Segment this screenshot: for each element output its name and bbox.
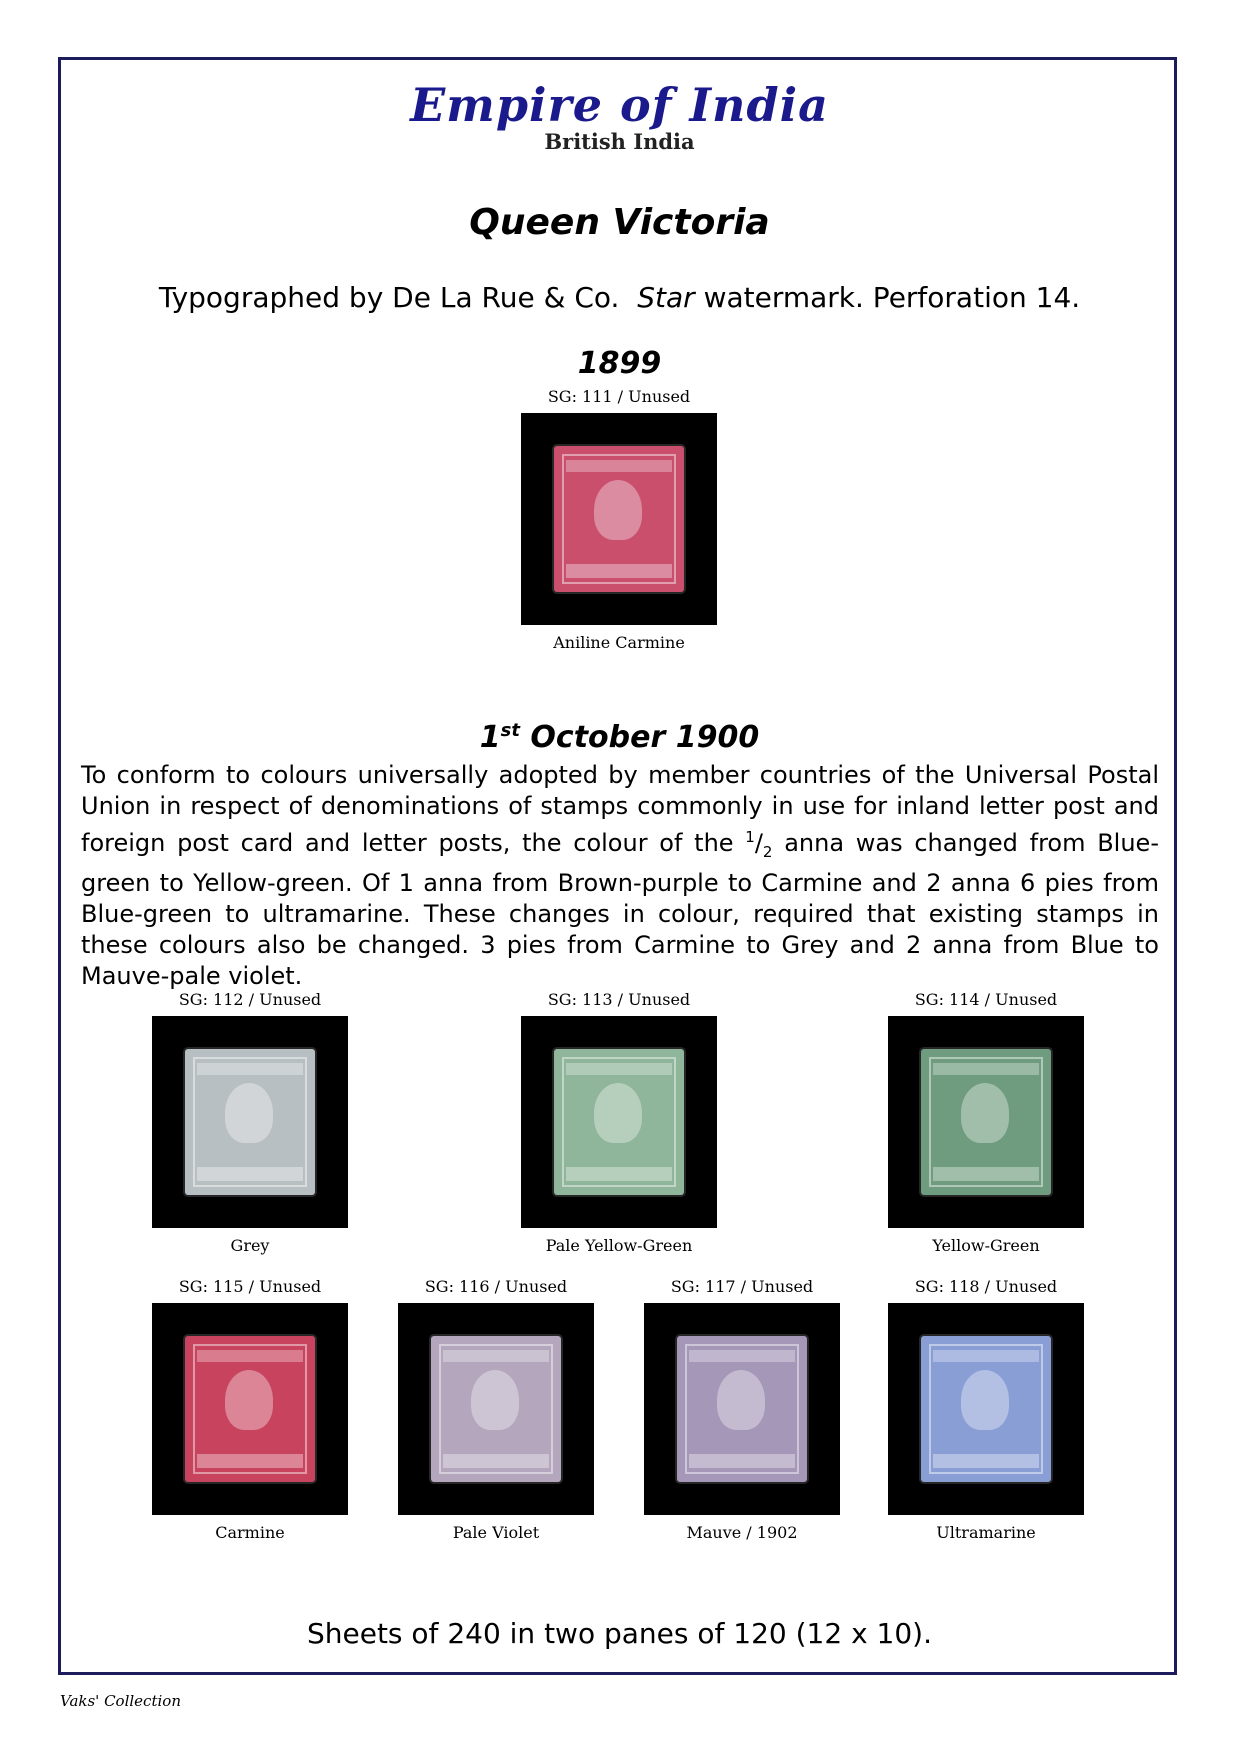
stamp-slot-sg118 bbox=[888, 1277, 1084, 1543]
collection-credit: Vaks' Collection bbox=[60, 1692, 181, 1710]
subtitle-watermark-name: Star bbox=[637, 281, 695, 314]
stamp-catalogue-label: SG: 115 / Unused bbox=[178, 1277, 322, 1296]
fraction-numerator: 1 bbox=[745, 828, 755, 846]
stamp-slot-sg116 bbox=[398, 1277, 594, 1543]
heading-day: 1 bbox=[479, 720, 501, 755]
brand-subtitle: British India bbox=[544, 129, 695, 154]
stamp-colour-label: Aniline Carmine bbox=[553, 633, 685, 652]
stamp-mount bbox=[521, 1016, 717, 1228]
stamp-mount bbox=[644, 1303, 840, 1515]
stamp-catalogue-label: SG: 112 / Unused bbox=[178, 990, 322, 1009]
stamp-colour-label: Pale Violet bbox=[452, 1523, 540, 1542]
section-1900-heading bbox=[0, 720, 1239, 755]
stamp-catalogue-label: SG: 117 / Unused bbox=[670, 1277, 814, 1296]
stamp-slot-sg114 bbox=[888, 990, 1084, 1256]
stamp-mount bbox=[398, 1303, 594, 1515]
stamp-image bbox=[921, 1049, 1051, 1195]
stamp-image bbox=[185, 1049, 315, 1195]
stamp-image bbox=[921, 1336, 1051, 1482]
page-subtitle bbox=[0, 281, 1239, 314]
stamp-colour-label: Pale Yellow-Green bbox=[545, 1236, 693, 1255]
stamp-colour-label: Ultramarine bbox=[936, 1523, 1036, 1542]
stamp-slot-sg117 bbox=[644, 1277, 840, 1543]
stamp-image bbox=[677, 1336, 807, 1482]
fraction-denominator: 2 bbox=[762, 842, 773, 861]
brand-title: Empire of India bbox=[410, 78, 829, 132]
section-1900-description: To conform to colours universally adopted by member countries of the Universal Postal Union in respect of denominations of stamps commonly in use for inland letter post and foreign post card and letter posts, the colour of the $^1/_2$ anna was changed from Blue-green to Yellow-green. Of 1 anna from Brown-purple to Carmine and 2 anna 6 pies from Blue-green to ultramarine. These changes in colour, required that existing stamps in these colours also be changed. 3 pies from Carmine to Grey and 2 anna from Blue to Mauve-pale violet. bbox=[81, 761, 1159, 990]
stamp-mount bbox=[888, 1303, 1084, 1515]
stamp-catalogue-label: SG: 111 / Unused bbox=[547, 387, 691, 406]
section-1899-heading: 1899 bbox=[577, 346, 662, 381]
stamp-colour-label: Mauve / 1902 bbox=[686, 1523, 798, 1542]
stamp-mount bbox=[152, 1303, 348, 1515]
stamp-colour-label: Carmine bbox=[215, 1523, 285, 1542]
stamp-image bbox=[554, 446, 684, 592]
stamp-mount bbox=[152, 1016, 348, 1228]
stamp-slot-sg112 bbox=[152, 990, 348, 1256]
subtitle-watermark-perf: watermark. Perforation 14. bbox=[703, 281, 1081, 314]
stamp-catalogue-label: SG: 114 / Unused bbox=[914, 990, 1058, 1009]
description-part-2: anna was changed from Blue-green to Yellow-green. Of 1 anna from Brown-purple to Carmine and 2 anna 6 pies from Blue-green to ultramarine. These changes in colour, required that existing stamps in these colours also be changed. 3 pies from Carmine to Grey and 2 anna from Blue to Mauve-pale violet. bbox=[81, 829, 1159, 990]
heading-day-suffix: st bbox=[500, 720, 520, 741]
subtitle-printer: Typographed by De La Rue & Co. bbox=[158, 281, 620, 314]
stamp-mount bbox=[888, 1016, 1084, 1228]
page-title: Queen Victoria bbox=[469, 202, 770, 243]
stamp-image bbox=[185, 1336, 315, 1482]
stamp-colour-label: Grey bbox=[230, 1236, 270, 1255]
description-part-1: To conform to colours universally adopted by member countries of the Universal Postal Union in respect of denominations of stamps commonly in use for inland letter post and foreign post card and letter posts, the colour of the bbox=[81, 761, 1159, 857]
stamp-slot-sg111 bbox=[521, 387, 717, 653]
heading-month-year: October 1900 bbox=[530, 720, 760, 755]
stamp-slot-sg115 bbox=[152, 1277, 348, 1543]
stamp-image bbox=[554, 1049, 684, 1195]
stamp-image bbox=[431, 1336, 561, 1482]
stamp-colour-label: Yellow-Green bbox=[932, 1236, 1040, 1255]
stamp-slot-sg113 bbox=[521, 990, 717, 1256]
stamp-catalogue-label: SG: 118 / Unused bbox=[914, 1277, 1058, 1296]
stamp-catalogue-label: SG: 116 / Unused bbox=[424, 1277, 568, 1296]
stamp-mount bbox=[521, 413, 717, 625]
stamp-catalogue-label: SG: 113 / Unused bbox=[547, 990, 691, 1009]
sheets-note: Sheets of 240 in two panes of 120 (12 x 10). bbox=[306, 1617, 932, 1650]
